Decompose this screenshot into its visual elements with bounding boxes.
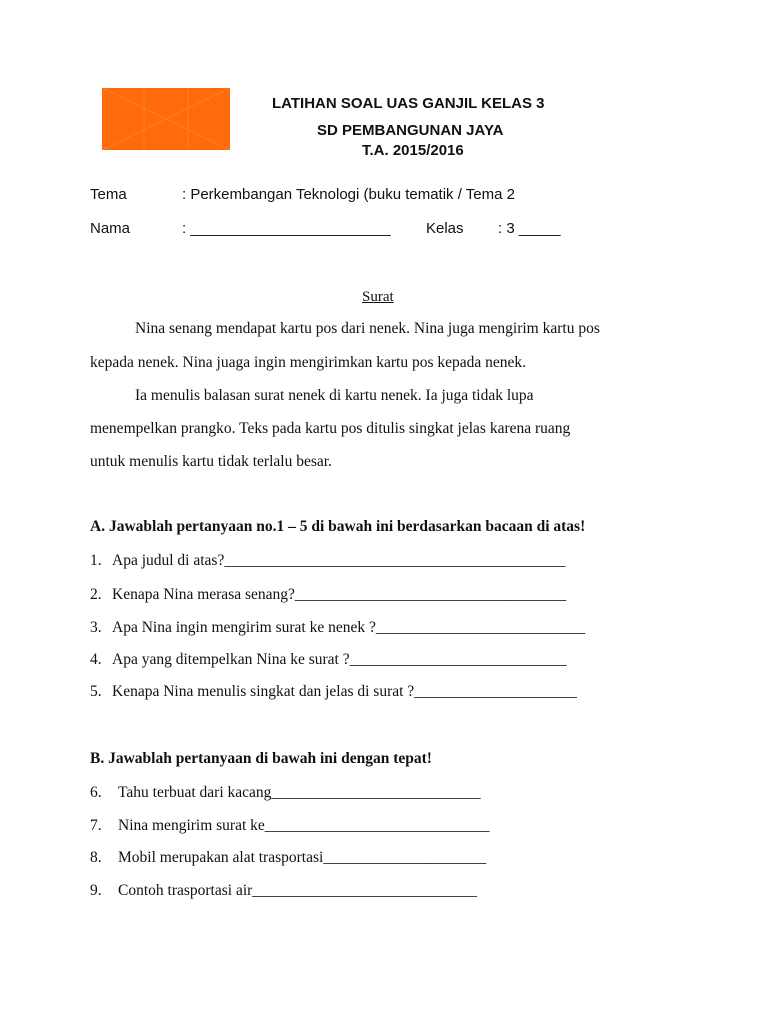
exam-title: LATIHAN SOAL UAS GANJIL KELAS 3 [272,95,545,112]
reading-line: kepada nenek. Nina juaga ingin mengirimkan kartu pos kepada nenek. [90,354,527,371]
section-a-title: A. Jawablah pertanyaan no.1 – 5 di bawah ini berdasarkan bacaan di atas! [90,518,586,535]
question-number: 3. [90,619,102,636]
question-item[interactable] [90,784,481,802]
question-item[interactable] [90,817,490,835]
question-text: Tahu terbuat dari kacang___________________________ [118,784,481,801]
tema-value: : Perkembangan Teknologi (buku tematik / Tema 2 [182,186,515,203]
question-text: Apa yang ditempelkan Nina ke surat ?____________________________ [112,651,567,668]
question-text: Kenapa Nina merasa senang?___________________________________ [112,586,567,603]
question-item[interactable] [90,683,577,701]
question-item[interactable] [90,552,565,570]
question-item[interactable] [90,586,566,604]
nama-blank[interactable]: : ________________________ [182,220,391,237]
question-text: Apa Nina ingin mengirim surat ke nenek ?___________________________ [112,619,586,636]
question-number: 1. [90,552,102,569]
question-number: 9. [90,882,102,899]
school-name: SD PEMBANGUNAN JAYA [317,122,504,139]
question-item[interactable] [90,882,477,900]
reading-line: menempelkan prangko. Teks pada kartu pos ditulis singkat jelas karena ruang [90,420,571,437]
academic-year: T.A. 2015/2016 [362,142,464,159]
kelas-label: Kelas [426,220,464,237]
question-text: Mobil merupakan alat trasportasi_____________________ [118,849,487,866]
question-number: 8. [90,849,102,866]
kelas-value[interactable]: : 3 _____ [498,220,561,237]
question-number: 5. [90,683,102,700]
question-item[interactable] [90,849,486,867]
nama-label: Nama [90,220,131,237]
reading-line: untuk menulis kartu tidak terlalu besar. [90,453,332,470]
reading-line: Nina senang mendapat kartu pos dari nenek. Nina juga mengirim kartu pos [135,320,600,337]
section-b-title: B. Jawablah pertanyaan di bawah ini dengan tepat! [90,750,432,767]
question-item[interactable] [90,651,567,669]
question-text: Apa judul di atas?____________________________________________ [112,552,566,569]
tema-label: Tema [90,186,127,203]
question-text: Kenapa Nina menulis singkat dan jelas di surat ?_____________________ [112,683,577,700]
reading-title: Surat [362,289,394,305]
question-text: Contoh trasportasi air_____________________________ [118,882,478,899]
question-number: 2. [90,586,102,603]
logo-graphic-icon [102,88,230,150]
question-number: 4. [90,651,102,668]
question-number: 7. [90,817,102,834]
question-item[interactable] [90,619,585,637]
question-number: 6. [90,784,102,801]
school-logo [102,88,230,150]
question-text: Nina mengirim surat ke_____________________________ [118,817,490,834]
reading-line: Ia menulis balasan surat nenek di kartu nenek. Ia juga tidak lupa [135,387,534,404]
